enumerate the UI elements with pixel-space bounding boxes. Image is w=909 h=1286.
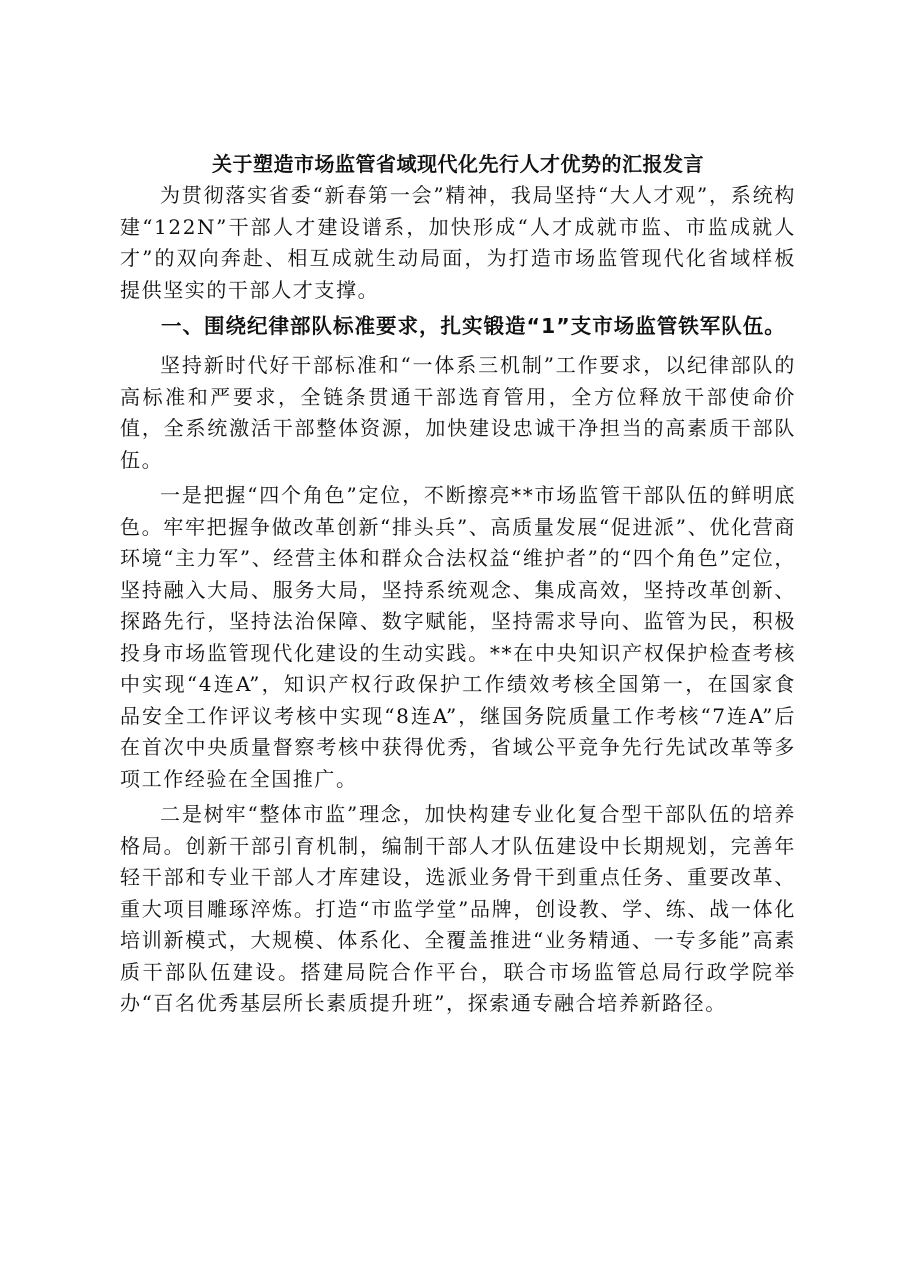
intro-paragraph: 为贯彻落实省委“新春第一会”精神，我局坚持“大人才观”，系统构建“122N”干部人才建设谱系，加快形成“人才成就市监、市监成就人才”的双向奔赴、相互成就生动局面，为打造市场监管现代化省域样板提供坚实的干部人才支撑。 bbox=[120, 183, 796, 302]
section-1-paragraph-2: 一是把握“四个角色”定位，不断擦亮**市场监管干部队伍的鲜明底色。牢牢把握争做改革创新“排头兵”、高质量发展“促进派”、优化营商环境“主力军”、经营主体和群众合法权益“维护者”的“四个角色”定位，坚持融入大局、服务大局，坚持系统观念、集成高效，坚持改革创新、探路先行，坚持法治保障、数字赋能，坚持需求导向、监管为民，积极投身市场监管现代化建设的生动实践。**在中央知识产权保护检查考核中实现“4连A”，知识产权行政保护工作绩效考核全国第一，在国家食品安全工作评议考核中实现“8连A”，继国务院质量工作考核“7连A”后在首次中央质量督察考核中获得优秀，省域公平竞争先行先试改革等多项工作经验在全国推广。 bbox=[120, 483, 796, 791]
section-1-paragraph-1: 坚持新时代好干部标准和“一体系三机制”工作要求，以纪律部队的高标准和严要求，全链条贯通干部选育管用，全方位释放干部使命价值，全系统激活干部整体资源，加快建设忠诚干净担当的高素质干部队伍。 bbox=[120, 353, 796, 472]
document-page bbox=[120, 148, 796, 1020]
section-1-heading: 一、围绕纪律部队标准要求，扎实锻造“1”支市场监管铁军队伍。 bbox=[161, 314, 786, 338]
section-1-paragraph-3: 二是树牢“整体市监”理念，加快构建专业化复合型干部队伍的培养格局。创新干部引育机制，编制干部人才队伍建设中长期规划，完善年轻干部和专业干部人才库建设，选派业务骨干到重点任务、重要改革、重大项目雕琢淬炼。打造“市监学堂”品牌，创设教、学、练、战一体化培训新模式，大规模、体系化、全覆盖推进“业务精通、一专多能”高素质干部队伍建设。搭建局院合作平台，联合市场监管总局行政学院举办“百名优秀基层所长素质提升班”，探索通专融合培养新路径。 bbox=[120, 802, 796, 1015]
document-title: 关于塑造市场监管省域现代化先行人才优势的汇报发言 bbox=[212, 152, 704, 176]
